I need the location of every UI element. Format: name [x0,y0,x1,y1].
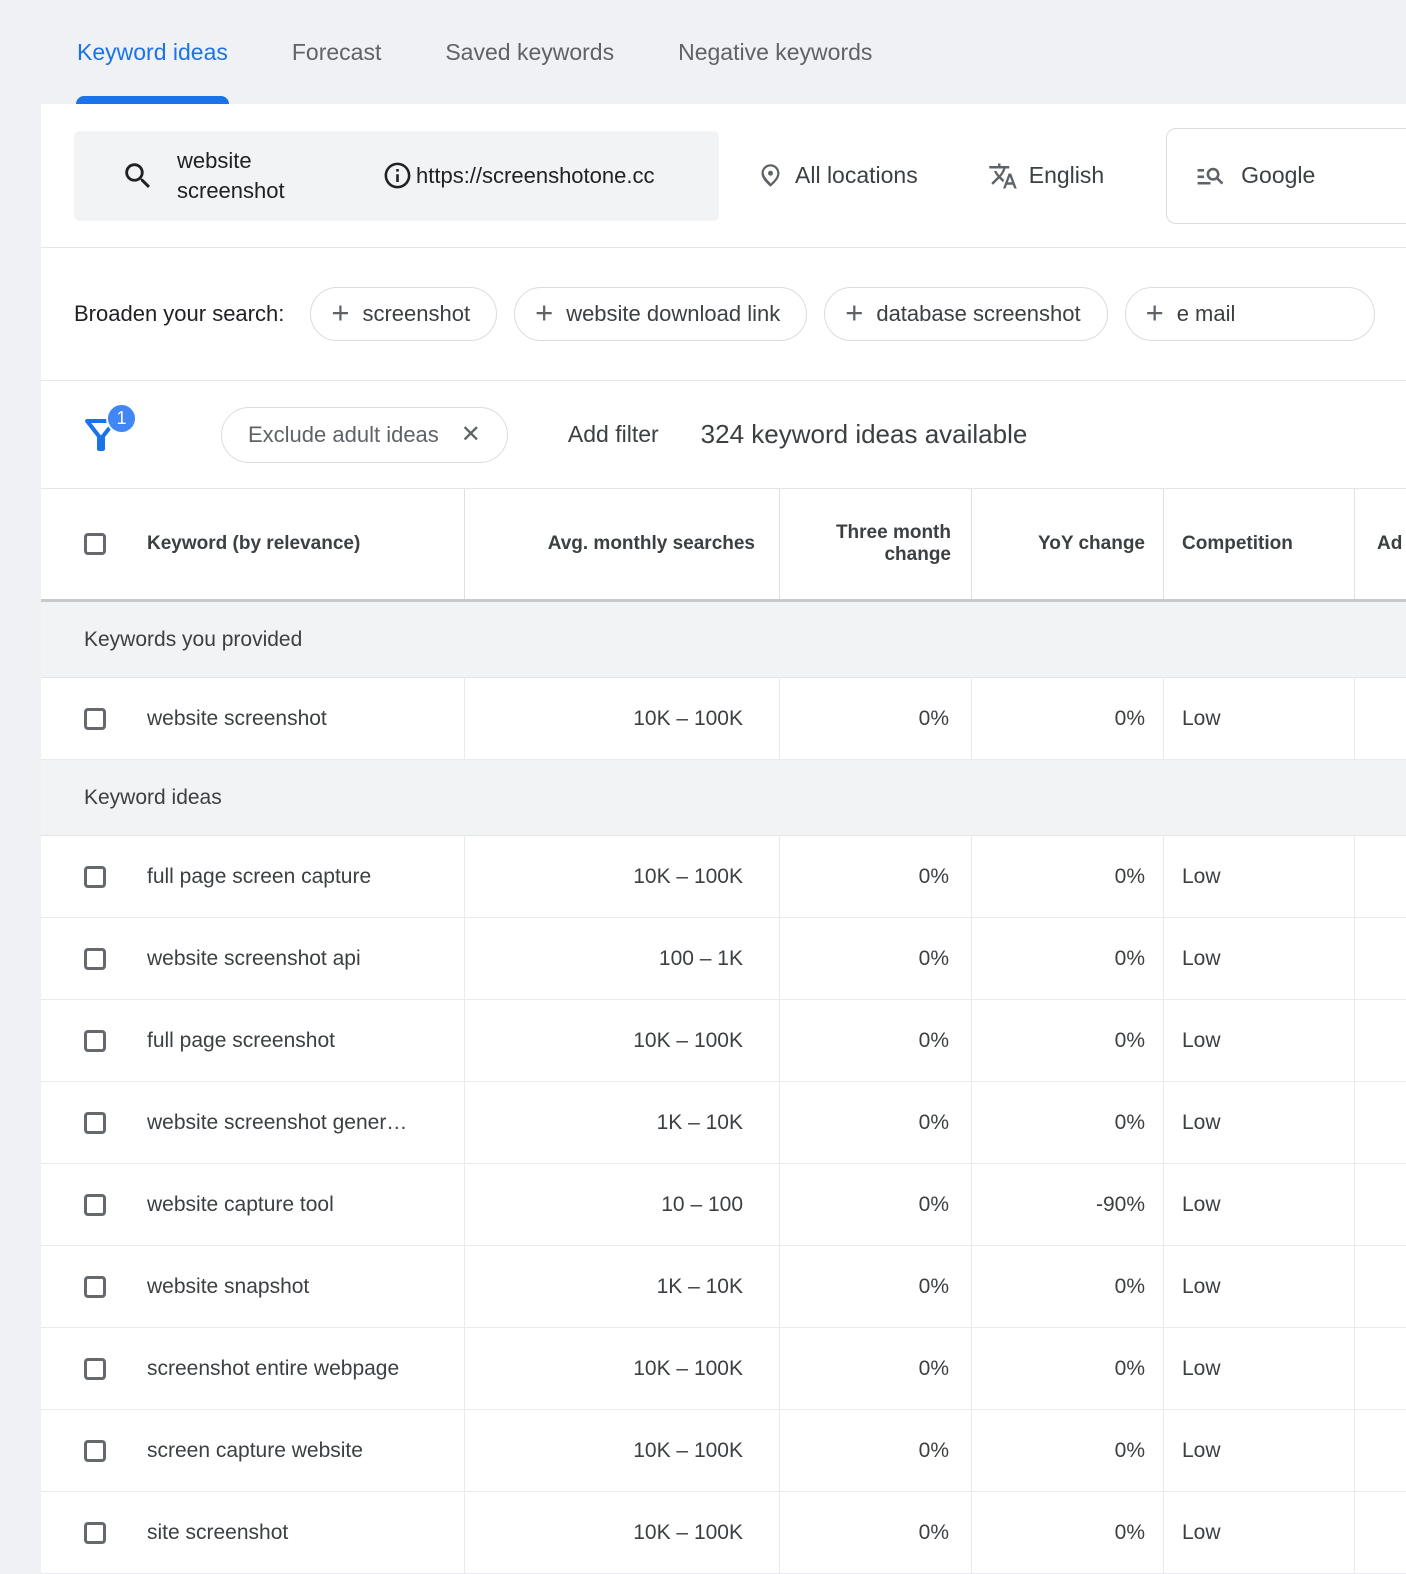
table-row[interactable] [41,1164,1406,1246]
tab-keyword-ideas[interactable] [77,0,228,104]
yoy-change-cell: 0% [972,1410,1164,1491]
yoy-change-cell: 0% [972,1082,1164,1163]
row-checkbox[interactable] [84,1358,106,1380]
three-month-change-cell: 0% [780,1328,972,1409]
table-row[interactable] [41,1082,1406,1164]
ad-impression-share-cell [1355,1246,1406,1327]
header-cell-keyword [41,489,465,599]
column-header-three-month-change[interactable]: Three month change [780,489,972,599]
select-all-checkbox[interactable] [84,533,106,555]
row-checkbox[interactable] [84,866,106,888]
keyword-cell [41,836,465,917]
yoy-change-cell: 0% [972,836,1164,917]
broaden-search-row [41,247,1406,380]
table-section-header [41,602,1406,678]
three-month-change-cell: 0% [780,1082,972,1163]
avg-monthly-searches-cell: 1K – 10K [465,1246,780,1327]
table-row[interactable] [41,1246,1406,1328]
translate-icon [988,161,1018,191]
search-icon [121,159,155,193]
keyword-text: website capture tool [147,1192,334,1216]
ad-impression-share-cell [1355,836,1406,917]
column-header-keyword[interactable]: Keyword (by relevance) [147,533,361,554]
competition-cell: Low [1164,1164,1355,1245]
tab-label: Keyword ideas [77,38,228,65]
tab-label: Forecast [291,38,382,65]
keyword-text: website snapshot [147,1274,310,1298]
info-icon [382,160,413,191]
column-header-ad-impression-share[interactable]: Ad [1377,533,1403,554]
column-header-avg-monthly-searches[interactable]: Avg. monthly searches [465,489,780,599]
keyword-text: site screenshot [147,1520,289,1544]
ad-impression-share-cell [1355,678,1406,759]
avg-monthly-searches-cell: 10K – 100K [465,678,780,759]
search-row [41,104,1406,247]
search-network-icon [1195,160,1226,191]
keyword-cell [41,1246,465,1327]
location-pin-icon [757,162,784,189]
yoy-change-cell: 0% [972,918,1164,999]
avg-monthly-searches-cell: 10K – 100K [465,1410,780,1491]
filter-bar [41,380,1406,488]
keyword-text: screen capture website [147,1438,363,1462]
row-checkbox[interactable] [84,1440,106,1462]
three-month-change-cell: 0% [780,1000,972,1081]
location-filter-label: All locations [795,162,918,188]
plus-icon: + [331,295,350,330]
results-count-text: 324 keyword ideas available [700,419,1028,449]
three-month-change-cell: 0% [780,1492,972,1573]
keyword-cell [41,1492,465,1573]
tab-label: Saved keywords [445,38,615,65]
broaden-chip-screenshot[interactable] [310,287,497,341]
ad-impression-share-cell [1355,1082,1406,1163]
competition-cell: Low [1164,918,1355,999]
competition-cell: Low [1164,1082,1355,1163]
yoy-change-cell: 0% [972,678,1164,759]
chip-label: e mail [1176,301,1236,326]
keyword-cell [41,1164,465,1245]
tab-negative-keywords[interactable] [678,0,872,104]
yoy-change-cell: 0% [972,1328,1164,1409]
yoy-change-cell: 0% [972,1492,1164,1573]
competition-cell: Low [1164,1000,1355,1081]
avg-monthly-searches-cell: 10K – 100K [465,1328,780,1409]
three-month-change-cell: 0% [780,1246,972,1327]
ad-impression-share-cell [1355,1328,1406,1409]
column-header-competition[interactable]: Competition [1164,489,1355,599]
table-header-row [41,488,1406,602]
keyword-text: full page screenshot [147,1028,335,1052]
avg-monthly-searches-cell: 10K – 100K [465,836,780,917]
row-checkbox[interactable] [84,1522,106,1544]
yoy-change-cell: 0% [972,1000,1164,1081]
site-url-segment[interactable] [382,160,654,191]
row-checkbox[interactable] [84,1194,106,1216]
add-filter-button[interactable]: Add filter [567,421,659,447]
competition-cell: Low [1164,836,1355,917]
competition-cell: Low [1164,1492,1355,1573]
keyword-text: screenshot entire webpage [147,1356,400,1380]
keyword-planner-card [41,104,1406,1574]
keyword-text: full page screen capture [147,864,372,888]
keyword-search-input[interactable] [74,131,719,221]
table-row[interactable] [41,678,1406,760]
broaden-chip-website-download-link[interactable] [514,287,807,341]
tab-label: Negative keywords [678,38,873,65]
table-row[interactable] [41,1000,1406,1082]
competition-cell: Low [1164,678,1355,759]
active-filter-label: Exclude adult ideas [248,421,439,447]
keyword-cell [41,1410,465,1491]
site-url-value: https://screenshotone.cc [416,162,655,188]
plus-icon: + [535,295,554,330]
yoy-change-cell: 0% [972,1246,1164,1327]
tab-forecast[interactable] [292,0,381,104]
active-filter-chip[interactable] [221,407,508,463]
chip-label: database screenshot [876,301,1081,326]
plus-icon: + [1145,295,1164,330]
active-tab-underline [76,96,229,104]
ad-impression-share-cell [1355,1492,1406,1573]
avg-monthly-searches-cell: 100 – 1K [465,918,780,999]
search-keywords-value: website screenshot [177,147,285,203]
competition-cell: Low [1164,1328,1355,1409]
table-row[interactable] [41,1328,1406,1410]
avg-monthly-searches-cell: 10 – 100 [465,1164,780,1245]
filter-funnel-button[interactable] [77,407,127,459]
network-selector-label: Google [1241,162,1316,188]
column-header-yoy-change[interactable]: YoY change [972,489,1164,599]
row-checkbox[interactable] [84,1030,106,1052]
section-title: Keywords you provided [84,627,303,651]
keyword-text: website screenshot gener… [147,1110,408,1134]
three-month-change-cell: 0% [780,1164,972,1245]
competition-cell: Low [1164,1410,1355,1491]
ad-impression-share-cell [1355,1000,1406,1081]
plus-icon: + [845,295,864,330]
network-selector[interactable] [1166,128,1406,224]
three-month-change-cell: 0% [780,1410,972,1491]
broaden-chips [310,287,1374,341]
row-checkbox[interactable] [84,948,106,970]
row-checkbox[interactable] [84,1276,106,1298]
language-filter-label: English [1028,162,1105,188]
keyword-cell [41,678,465,759]
tab-bar [0,0,1406,104]
tab-saved-keywords[interactable] [445,0,614,104]
avg-monthly-searches-cell: 10K – 100K [465,1492,780,1573]
chip-label: website download link [566,301,781,326]
yoy-change-cell: -90% [972,1164,1164,1245]
broaden-chip-database-screenshot[interactable] [824,287,1107,341]
location-filter-button[interactable] [757,162,918,189]
broaden-chip-e-mail[interactable] [1125,287,1375,341]
competition-cell: Low [1164,1246,1355,1327]
table-row[interactable] [41,1492,1406,1574]
keyword-cell [41,1000,465,1081]
keyword-text: website screenshot api [147,946,361,970]
table-row[interactable] [41,1410,1406,1492]
three-month-change-cell: 0% [780,678,972,759]
row-checkbox[interactable] [84,1112,106,1134]
table-section-header [41,760,1406,836]
broaden-label: Broaden your search: [74,301,285,326]
table-body [41,602,1406,1574]
ad-impression-share-cell [1355,1410,1406,1491]
keyword-table [41,488,1406,1574]
section-title: Keyword ideas [84,785,222,809]
table-row[interactable] [41,918,1406,1000]
close-icon[interactable]: ✕ [460,420,481,448]
three-month-change-cell: 0% [780,836,972,917]
table-row[interactable] [41,836,1406,918]
keyword-text: website screenshot [147,706,327,730]
language-filter-button[interactable] [988,161,1104,191]
chip-label: screenshot [362,301,471,326]
avg-monthly-searches-cell: 1K – 10K [465,1082,780,1163]
keyword-cell [41,918,465,999]
ad-impression-share-cell [1355,918,1406,999]
avg-monthly-searches-cell: 10K – 100K [465,1000,780,1081]
three-month-change-cell: 0% [780,918,972,999]
keyword-cell [41,1328,465,1409]
ad-impression-share-cell [1355,1164,1406,1245]
keyword-cell [41,1082,465,1163]
filter-count-badge: 1 [106,403,137,434]
row-checkbox[interactable] [84,708,106,730]
